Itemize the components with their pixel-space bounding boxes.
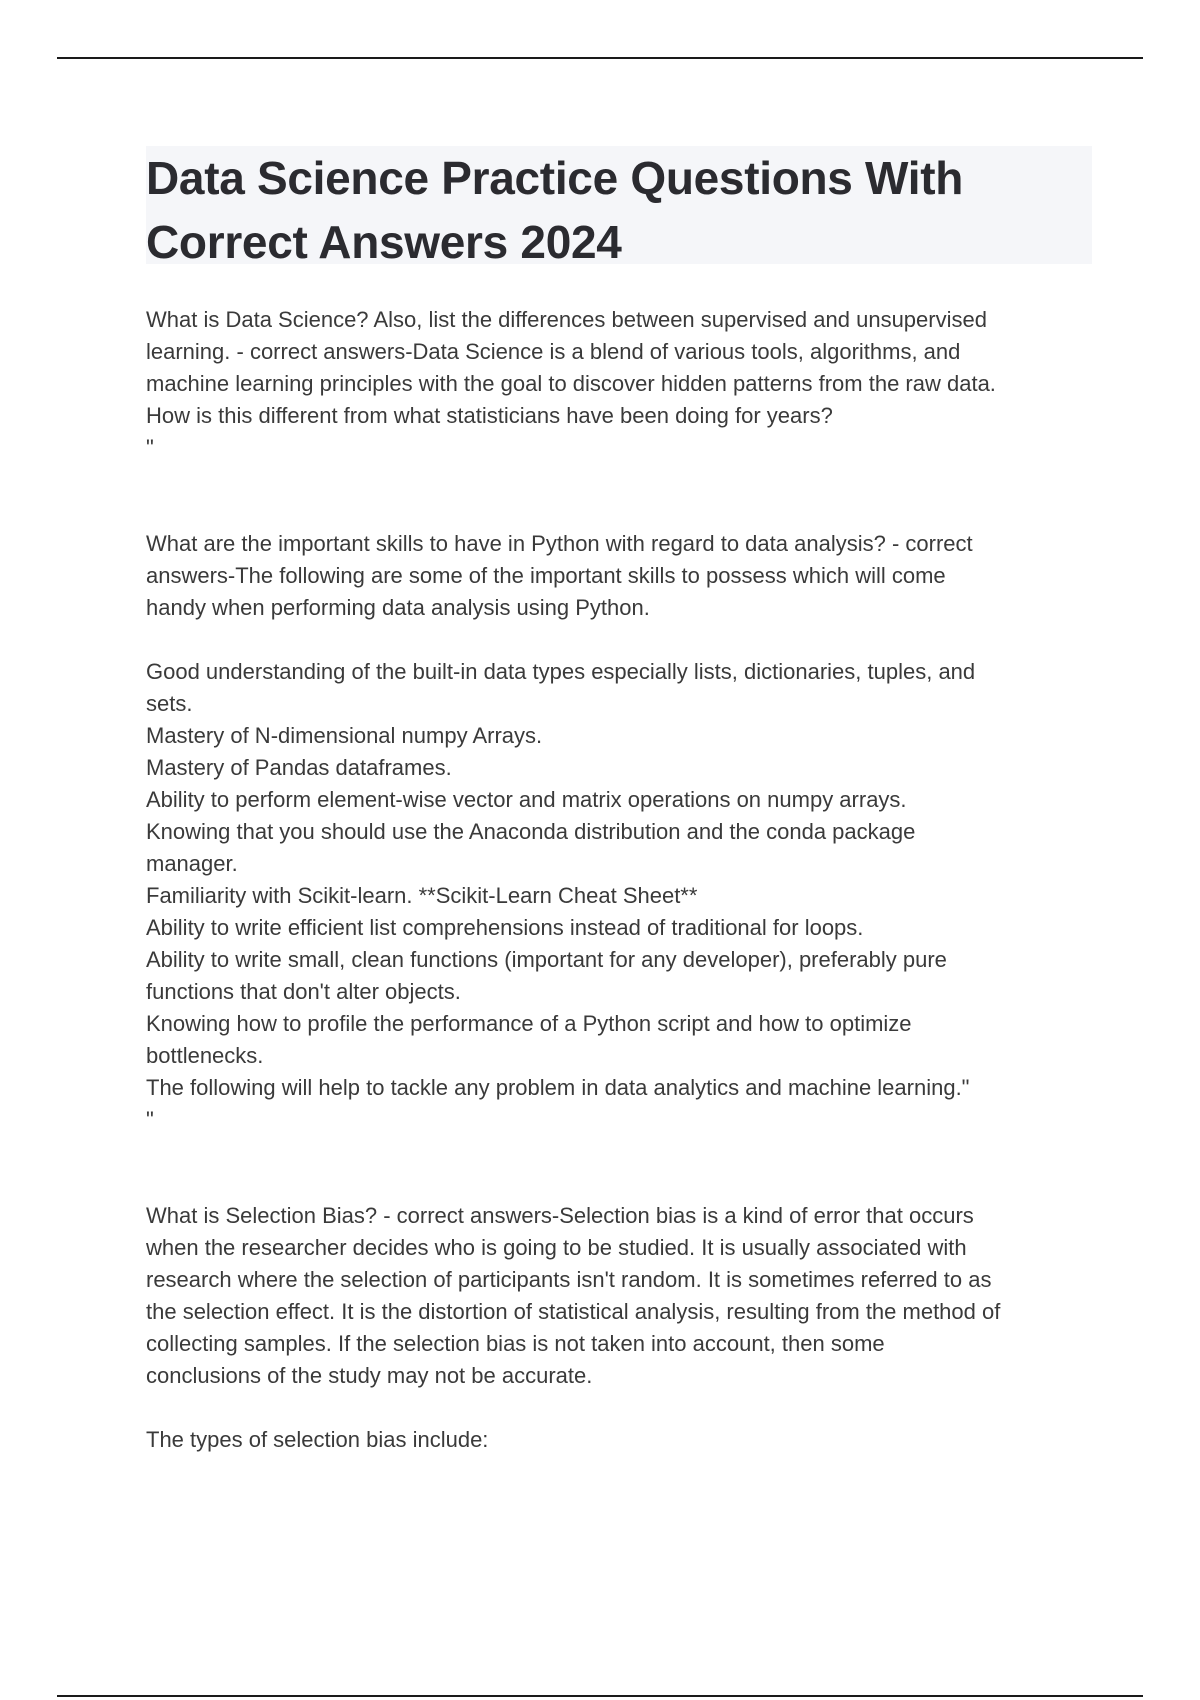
spacer [146,1136,1092,1200]
question-data-science [146,304,1092,464]
selection-bias-types-intro [146,1424,1092,1456]
text-line: What are the important skills to have in Python with regard to data analysis? - correct [146,531,973,556]
list-item: Ability to write small, clean functions (important for any developer), preferably pure [146,947,947,972]
list-item: Ability to perform element-wise vector and matrix operations on numpy arrays. [146,787,907,812]
header-rule [57,57,1143,59]
text-line: answers-The following are some of the important skills to possess which will come [146,563,946,588]
text-line: machine learning principles with the goal to discover hidden patterns from the raw data. [146,371,996,396]
python-skills-list [146,656,1092,1136]
footer-rule [57,1695,1143,1697]
text-line: " [146,435,154,460]
text-line: collecting samples. If the selection bias is not taken into account, then some [146,1331,885,1356]
question-python-skills [146,528,1092,624]
title-line: Correct Answers 2024 [146,216,622,268]
list-item: The following will help to tackle any problem in data analytics and machine learning." [146,1075,970,1100]
list-item: Knowing how to profile the performance of a Python script and how to optimize [146,1011,912,1036]
text-line: learning. - correct answers-Data Science is a blend of various tools, algorithms, and [146,339,961,364]
list-item: bottlenecks. [146,1043,264,1068]
list-item: " [146,1107,154,1132]
question-selection-bias [146,1200,1092,1392]
list-item: manager. [146,851,238,876]
text-line: the selection effect. It is the distortion of statistical analysis, resulting from the method of [146,1299,1001,1324]
text-line: The types of selection bias include: [146,1427,489,1452]
text-line: conclusions of the study may not be accurate. [146,1363,593,1388]
list-item: Mastery of N-dimensional numpy Arrays. [146,723,543,748]
text-line: How is this different from what statisticians have been doing for years? [146,403,833,428]
list-item: sets. [146,691,193,716]
list-item: Ability to write efficient list comprehensions instead of traditional for loops. [146,915,864,940]
spacer [146,624,1092,656]
text-line: when the researcher decides who is going to be studied. It is usually associated with [146,1235,967,1260]
spacer [146,1392,1092,1424]
list-item: Good understanding of the built-in data types especially lists, dictionaries, tuples, and [146,659,976,684]
list-item: functions that don't alter objects. [146,979,461,1004]
document-content [146,146,1092,1456]
list-item: Knowing that you should use the Anaconda distribution and the conda package [146,819,916,844]
text-line: What is Selection Bias? - correct answers-Selection bias is a kind of error that occurs [146,1203,974,1228]
list-item: Familiarity with Scikit-learn. **Scikit-Learn Cheat Sheet** [146,883,698,908]
list-item: Mastery of Pandas dataframes. [146,755,452,780]
text-line: handy when performing data analysis using Python. [146,595,650,620]
document-body [146,304,1092,1456]
title-banner [146,146,1092,268]
text-line: What is Data Science? Also, list the differences between supervised and unsupervised [146,307,987,332]
text-line: research where the selection of participants isn't random. It is sometimes referred to as [146,1267,992,1292]
document-title [146,146,1092,274]
spacer [146,464,1092,528]
title-line: Data Science Practice Questions With [146,152,964,204]
